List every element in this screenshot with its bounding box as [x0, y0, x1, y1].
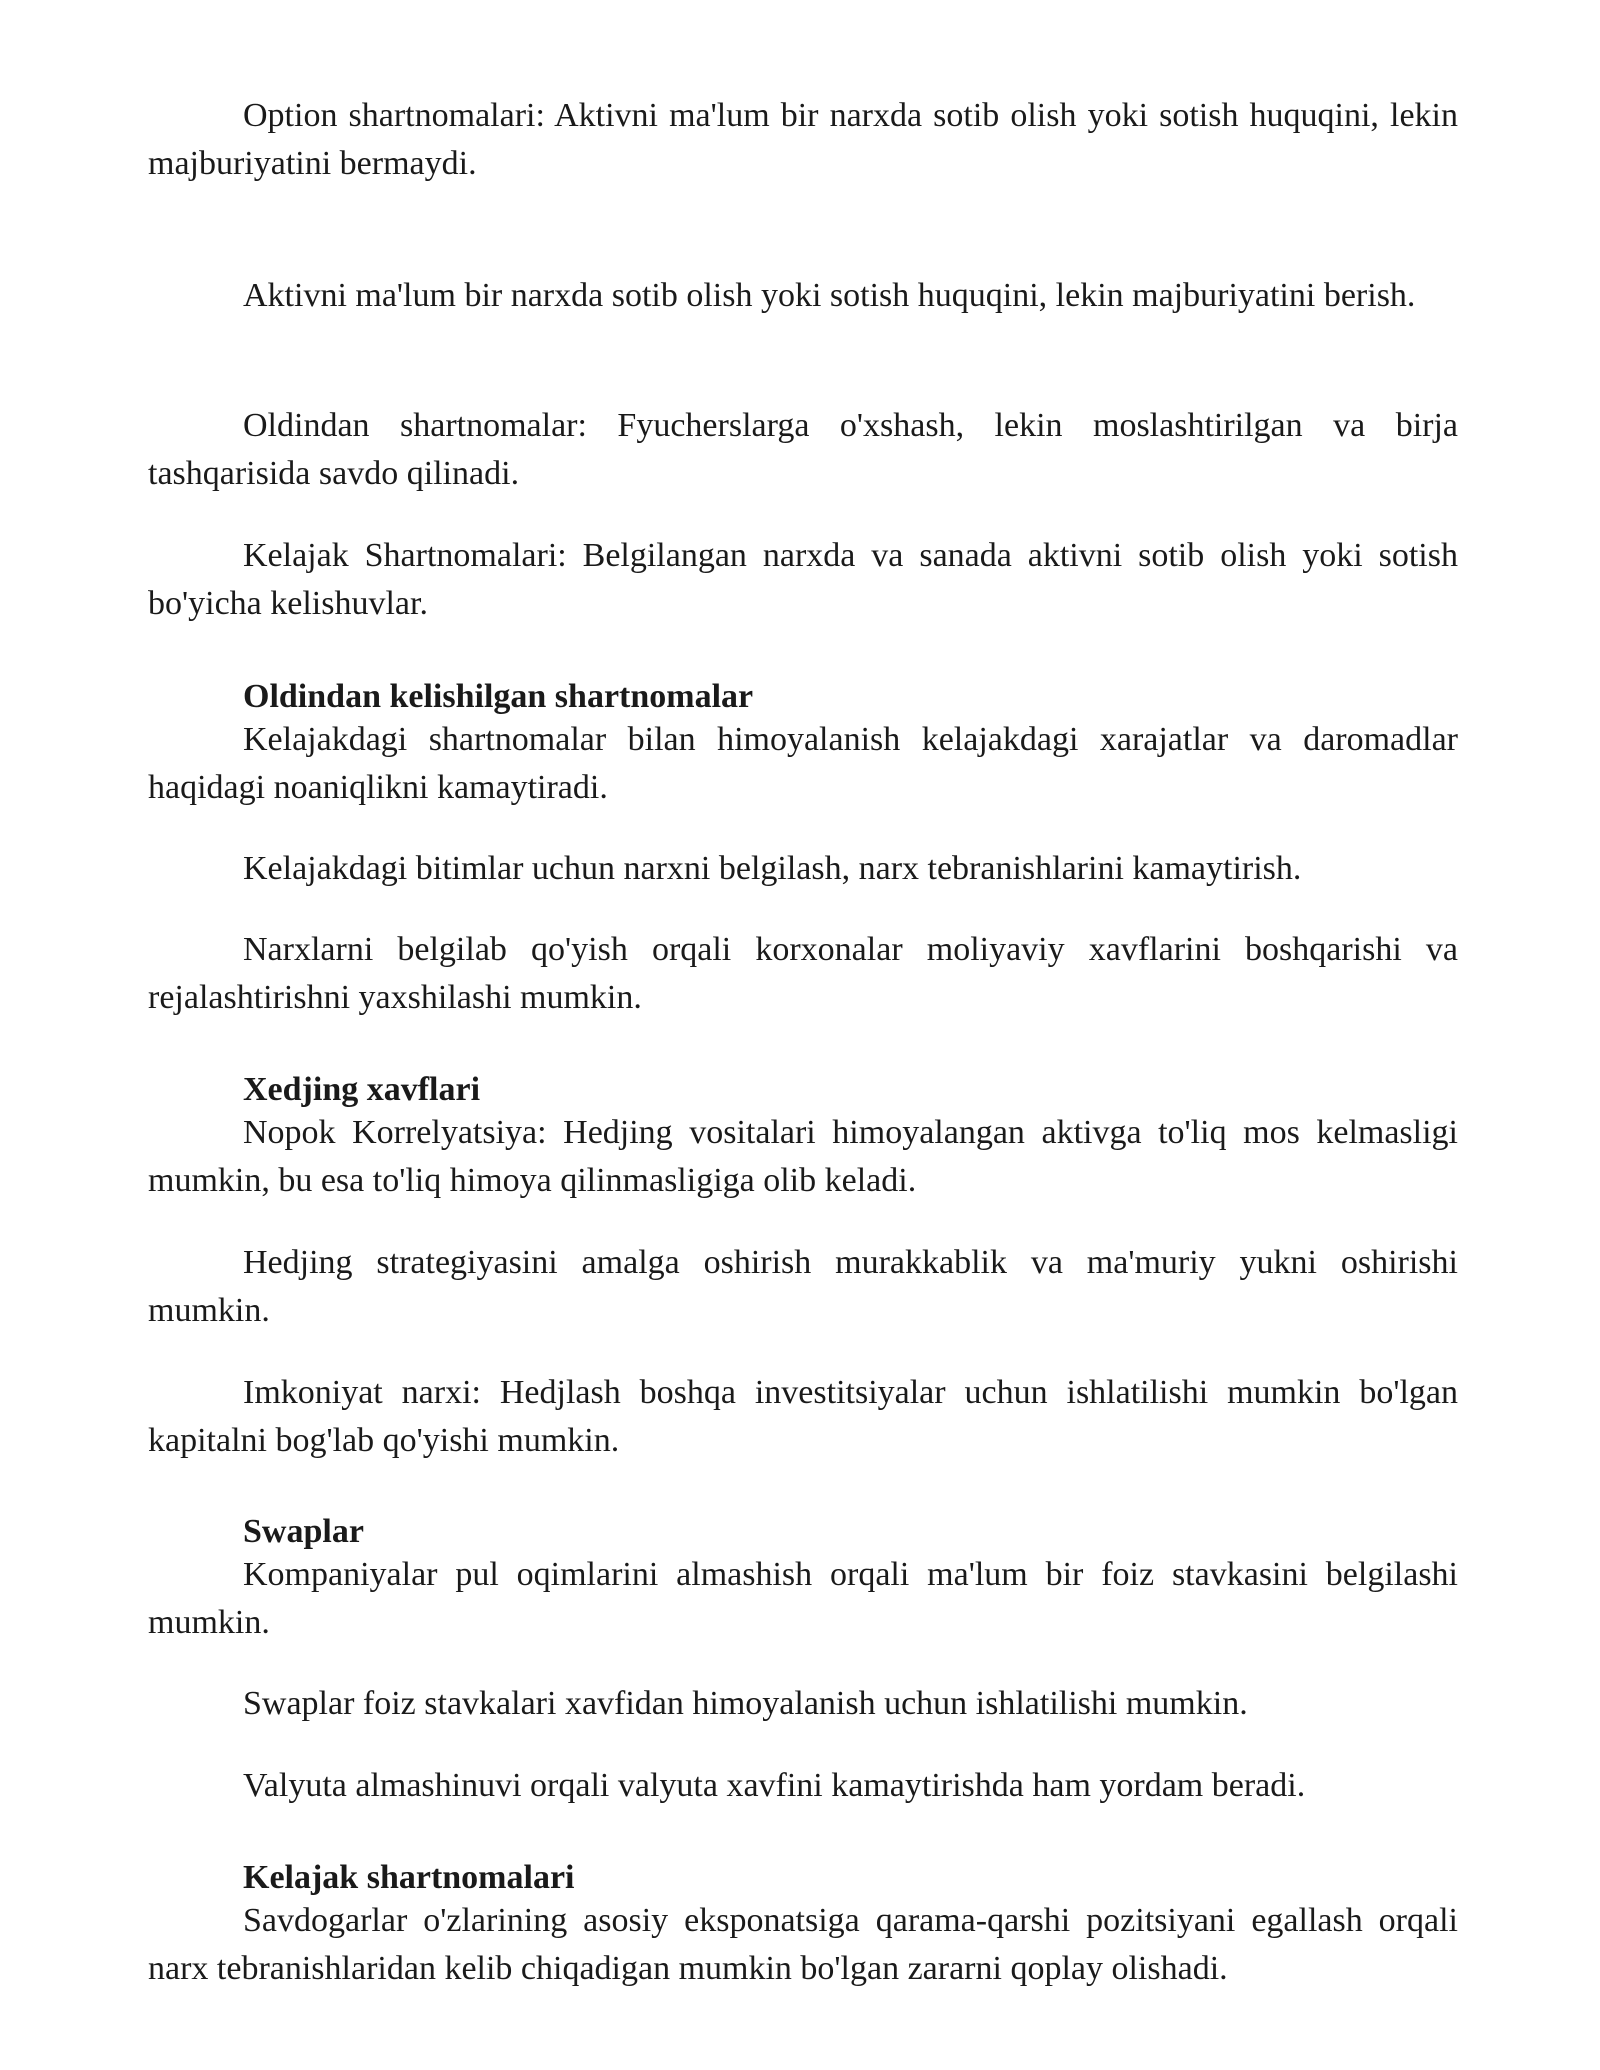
paragraph-hedging-uncertainty: Kelajakdagi shartnomalar bilan himoyalanish kelajakdagi xarajatlar va daromadlar haqidagi noaniqlikni kamaytiradi.	[148, 721, 1458, 806]
paragraph-right-not-obligation: Aktivni ma'lum bir narxda sotib olish yoki sotish huquqini, lekin majburiyatini berish.	[243, 277, 1416, 314]
heading-swaps: Swaplar	[243, 1513, 364, 1550]
paragraph-option-contracts: Option shartnomalari: Aktivni ma'lum bir narxda sotib olish yoki sotish huquqini, lekin majburiyatini bermaydi.	[148, 97, 1458, 182]
paragraph-complexity: Hedjing strategiyasini amalga oshirish murakkablik va ma'muriy yukni oshirishi mumkin.	[148, 1244, 1458, 1329]
paragraph-price-fixing: Kelajakdagi bitimlar uchun narxni belgilash, narx tebranishlarini kamaytirish.	[243, 850, 1302, 887]
heading-forward-agreements: Oldindan kelishilgan shartnomalar	[243, 678, 754, 715]
heading-hedging-risks: Xedjing xavflari	[243, 1071, 481, 1108]
paragraph-opportunity-cost: Imkoniyat narxi: Hedjlash boshqa investitsiyalar uchun ishlatilishi mumkin bo'lgan kapitalni bog'lab qo'yishi mumkin.	[148, 1374, 1458, 1459]
paragraph-traders-offset: Savdogarlar o'zlarining asosiy eksponatsiga qarama-qarshi pozitsiyani egallash orqali narx tebranishlaridan kelib chiqadigan mumkin bo'lgan zararni qoplay olishadi.	[148, 1902, 1458, 1987]
paragraph-futures-contracts: Kelajak Shartnomalari: Belgilangan narxda va sanada aktivni sotib olish yoki sotish bo'yicha kelishuvlar.	[148, 537, 1458, 622]
paragraph-imperfect-correlation: Nopok Korrelyatsiya: Hedjing vositalari himoyalangan aktivga to'liq mos kelmasligi mumkin, bu esa to'liq himoya qilinmasligiga olib keladi.	[148, 1114, 1458, 1199]
paragraph-swaps-cash-flows: Kompaniyalar pul oqimlarini almashish orqali ma'lum bir foiz stavkasini belgilashi mumkin.	[148, 1556, 1458, 1641]
heading-futures: Kelajak shartnomalari	[243, 1859, 575, 1896]
paragraph-risk-management: Narxlarni belgilab qo'yish orqali korxonalar moliyaviy xavflarini boshqarishi va rejalashtirishni yaxshilashi mumkin.	[148, 931, 1458, 1016]
paragraph-forward-contracts: Oldindan shartnomalar: Fyucherslarga o'xshash, lekin moslashtirilgan va birja tashqarisida savdo qilinadi.	[148, 407, 1458, 492]
paragraph-currency-swap: Valyuta almashinuvi orqali valyuta xavfini kamaytirishda ham yordam beradi.	[243, 1767, 1306, 1804]
paragraph-swaps-interest-rate: Swaplar foiz stavkalari xavfidan himoyalanish uchun ishlatilishi mumkin.	[243, 1685, 1248, 1722]
